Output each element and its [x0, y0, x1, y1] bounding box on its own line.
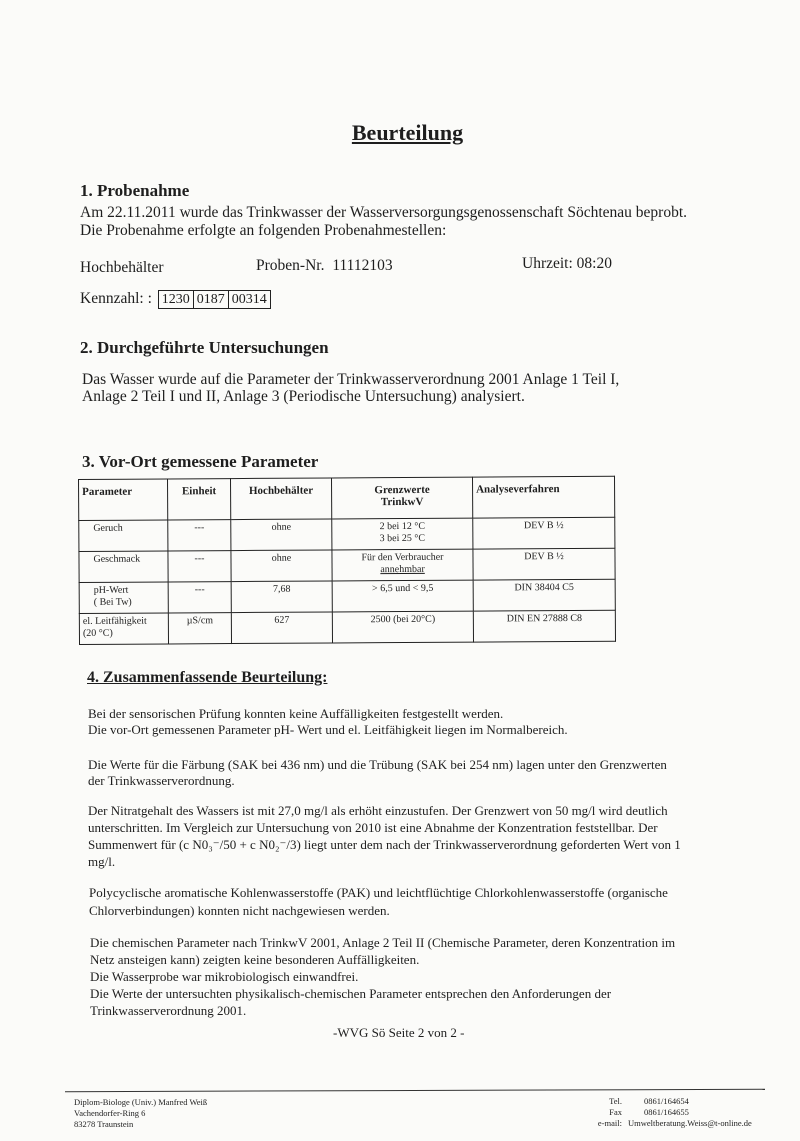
cell-method: DEV B ½ — [473, 517, 615, 549]
section1-heading: 1. Probenahme — [80, 181, 190, 200]
footer-fax — [580, 1107, 752, 1118]
cell-param — [79, 582, 168, 614]
cell-unit: --- — [168, 520, 231, 551]
cell-limit — [332, 518, 473, 550]
cell-param-line2: ( Bei Tw) — [93, 596, 132, 608]
cell-param: Geruch — [79, 520, 168, 552]
sample-time-label: Uhrzeit: — [522, 255, 573, 272]
col-header-limits-line2: TrinkwV — [380, 495, 424, 509]
col-header-limits — [331, 477, 472, 519]
summary-line: Chlorverbindungen) konnten nicht nachgewiesen werden. — [89, 903, 390, 918]
cell-limit: 2500 (bei 20°C) — [332, 611, 473, 643]
cell-unit: --- — [168, 551, 231, 582]
sample-number-label: Proben-Nr. — [256, 257, 325, 274]
summary-line: Netz ansteigen kann) zeigten keine besonderen Auffälligkeiten. — [90, 952, 420, 967]
cell-unit: µS/cm — [168, 613, 231, 644]
footer-email-label: e-mail: — [597, 1118, 622, 1128]
footer-tel-label: Tel. — [609, 1096, 622, 1106]
kennzahl-part: 00314 — [228, 291, 270, 308]
cell-limit-line2: annehmbar — [380, 563, 425, 576]
cell-value: 627 — [231, 612, 332, 644]
section4-heading: 4. Zusammenfassende Beurteilung: — [87, 669, 328, 686]
summary-line: Die vor-Ort gemessenen Parameter pH- Wert und el. Leitfähigkeit liegen im Normalbereich. — [88, 722, 568, 737]
cell-value: ohne — [231, 550, 332, 582]
kennzahl-box — [158, 290, 271, 309]
table-header-row — [79, 476, 615, 520]
summary-line: unterschritten. Im Vergleich zur Untersuchung von 2010 ist eine Abnahme der Konzentration feststellbar. Der — [88, 820, 658, 835]
sample-time — [522, 255, 612, 273]
summary-line: Polycyclische aromatische Kohlenwasserstoffe (PAK) und leichtflüchtige Chlorkohlenwasserstoffe (organische — [89, 885, 668, 900]
cell-method: DIN 38404 C5 — [473, 579, 615, 611]
kennzahl-label: Kennzahl: : — [80, 290, 152, 308]
cell-limit-line1: Für den Verbraucher — [361, 551, 444, 564]
summary-line: Die Wasserprobe war mikrobiologisch einwandfrei. — [90, 969, 359, 984]
kennzahl — [80, 290, 271, 309]
cell-value: ohne — [231, 519, 332, 551]
summary-line: Trinkwasserverordnung 2001. — [90, 1003, 247, 1018]
summary-line: Die chemischen Parameter nach TrinkwV 2001, Anlage 2 Teil II (Chemische Parameter, deren Konzentration im — [90, 935, 676, 950]
table-row — [79, 548, 615, 582]
cell-value: 7,68 — [231, 581, 332, 613]
col-header-limits-line1: Grenzwerte — [374, 483, 430, 497]
summary-paragraph-3 — [88, 802, 681, 870]
summary-line: mg/l. — [88, 854, 116, 869]
cell-param — [79, 613, 168, 645]
footer-tel — [580, 1096, 752, 1107]
footer-fax-value: 0861/164655 — [644, 1107, 689, 1117]
cell-param-line2: (20 °C) — [82, 627, 113, 639]
footer-tel-value: 0861/164654 — [644, 1096, 689, 1106]
parameters-table — [78, 476, 616, 645]
page-title: Beurteilung — [351, 120, 464, 145]
cell-method: DEV B ½ — [473, 548, 615, 580]
col-header-site: Hochbehälter — [231, 478, 332, 520]
section1-text-line1: Am 22.11.2011 wurde das Trinkwasser der Wasserversorgungsgenossenschaft Söchtenau beprobt. — [80, 204, 688, 221]
footer-fax-label: Fax — [609, 1107, 622, 1117]
summary-paragraph-1 — [88, 706, 568, 738]
col-header-method: Analyseverfahren — [472, 476, 614, 518]
section3-heading: 3. Vor-Ort gemessene Parameter — [82, 452, 319, 471]
summary-paragraph-4 — [89, 884, 668, 920]
col-header-parameter: Parameter — [79, 479, 168, 521]
section2-text-line2: Anlage 2 Teil I und II, Anlage 3 (Periodische Untersuchung) analysiert. — [82, 388, 525, 405]
table-row — [79, 517, 615, 551]
cell-limit-line1: 2 bei 12 °C — [379, 520, 426, 533]
page-number: -WVG Sö Seite 2 von 2 - — [333, 1025, 465, 1040]
kennzahl-part: 1230 — [161, 292, 190, 307]
sample-number-value: 11112103 — [332, 257, 393, 274]
cell-limit: > 6,5 und < 9,5 — [332, 580, 473, 612]
cell-unit: --- — [168, 582, 231, 613]
sample-number — [256, 257, 393, 275]
footer-address — [74, 1097, 207, 1130]
section2-heading: 2. Durchgeführte Untersuchungen — [80, 338, 329, 357]
footer-city: 83278 Traunstein — [74, 1119, 134, 1129]
summary-line: Die Werte für die Färbung (SAK bei 436 nm) und die Trübung (SAK bei 254 nm) lagen unter den Grenzwerten — [88, 757, 667, 772]
cell-param: Geschmack — [79, 551, 168, 583]
footer-divider — [65, 1089, 765, 1092]
section1-text-line2: Die Probenahme erfolgte an folgenden Probenahmestellen: — [80, 222, 447, 239]
footer-name: Diplom-Biologe (Univ.) Manfred Weiß — [74, 1097, 208, 1107]
summary-paragraph-2 — [88, 757, 667, 789]
cell-param-line1: pH-Wert — [93, 584, 129, 596]
summary-line: Die Werte der untersuchten physikalisch-chemischen Parameter entsprechen den Anforderungen der — [90, 986, 612, 1001]
cell-method: DIN EN 27888 C8 — [473, 610, 615, 642]
footer-contact — [580, 1096, 752, 1129]
table-row — [79, 579, 615, 613]
summary-line: der Trinkwasserverordnung. — [88, 773, 235, 788]
summary-line: Bei der sensorischen Prüfung konnten keine Auffälligkeiten festgestellt werden. — [88, 706, 504, 721]
footer-email — [580, 1118, 752, 1129]
sample-site: Hochbehälter — [80, 259, 164, 276]
table-row — [79, 610, 615, 644]
summary-line: Der Nitratgehalt des Wassers ist mit 27,0 mg/l als erhöht einzustufen. Der Grenzwert von 50 mg/l wird deutlich — [88, 803, 668, 818]
sample-time-value: 08:20 — [576, 255, 612, 272]
footer-street: Vachendorfer-Ring 6 — [74, 1108, 146, 1118]
cell-param-line1: el. Leitfähigkeit — [82, 615, 147, 627]
footer-email-value[interactable]: Umweltberatung.Weiss@t-online.de — [628, 1118, 752, 1128]
col-header-unit: Einheit — [168, 479, 231, 520]
summary-line: Summenwert für (c N0₃⁻/50 + c N0₂⁻/3) liegt unter dem nach der Trinkwasserverordnung geforderten Wert von 1 — [88, 837, 681, 852]
summary-paragraph-5 — [90, 934, 675, 1019]
cell-limit-line2: 3 bei 25 °C — [379, 532, 426, 545]
section2-text-line1: Das Wasser wurde auf die Parameter der Trinkwasserverordnung 2001 Anlage 1 Teil I, — [82, 371, 620, 388]
cell-limit — [332, 549, 473, 581]
kennzahl-part: 0187 — [193, 291, 228, 308]
